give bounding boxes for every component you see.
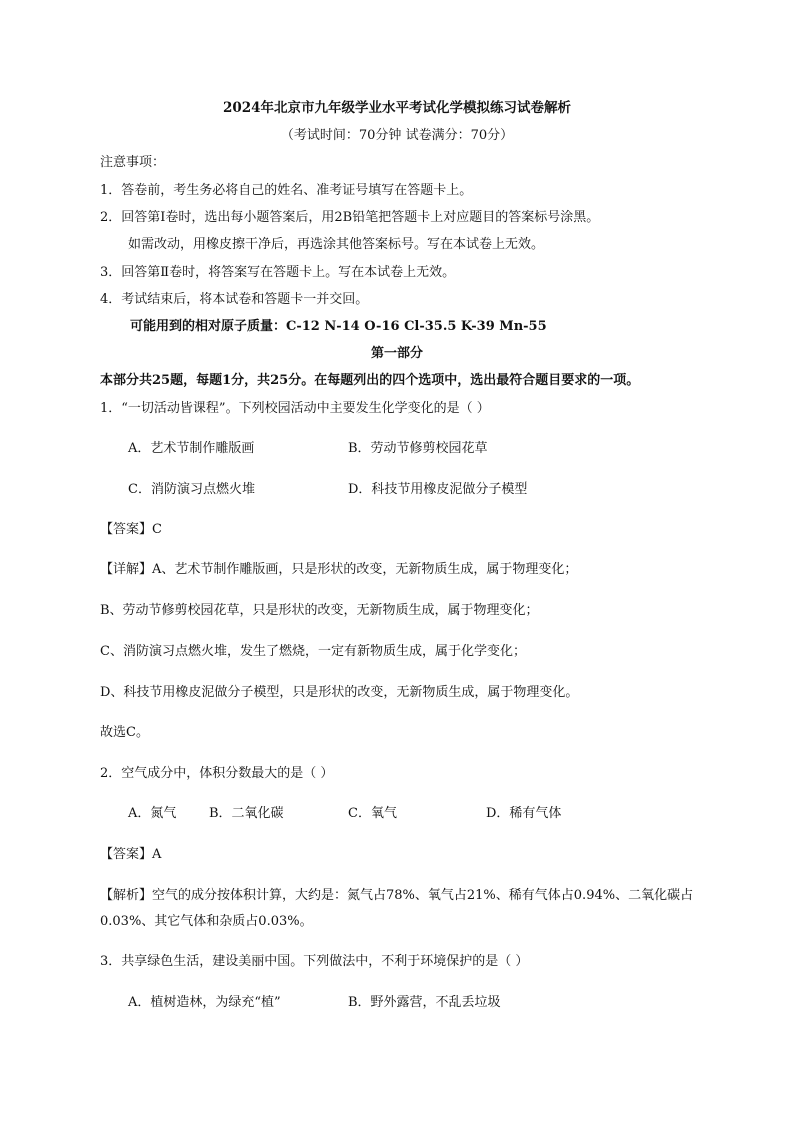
q1-option-d: D．科技节用橡皮泥做分子模型 — [348, 482, 528, 497]
q1-answer: 【答案】C — [100, 522, 162, 537]
q1-detail-line: B、劳动节修剪校园花草，只是形状的改变，无新物质生成，属于物理变化； — [100, 603, 539, 618]
q2-option-c: C．氧气 — [348, 806, 397, 821]
note-item: 3．回答第Ⅱ卷时，将答案写在答题卡上。写在本试卷上无效。 — [100, 265, 456, 280]
q3-option-b: B．野外露营，不乱丢垃圾 — [348, 995, 501, 1010]
q2-answer: 【答案】A — [100, 847, 162, 862]
question-3-stem: 3．共享绿色生活，建设美丽中国。下列做法中，不利于环境保护的是（ ） — [100, 954, 529, 969]
page-subtitle: （考试时间：70分钟 试卷满分：70分） — [280, 128, 514, 143]
q1-option-b: B．劳动节修剪校园花草 — [348, 441, 488, 456]
note-item: 1．答卷前，考生务必将自己的姓名、准考证号填写在答题卡上。 — [100, 183, 473, 198]
q1-detail-line: C、消防演习点燃火堆，发生了燃烧，一定有新物质生成，属于化学变化； — [100, 644, 526, 659]
question-1-stem: 1．“一切活动皆课程”。下列校园活动中主要发生化学变化的是（ ） — [100, 401, 490, 416]
q1-option-c: C．消防演习点燃火堆 — [128, 482, 255, 497]
q2-option-d: D．稀有气体 — [486, 806, 562, 821]
q2-analysis-line: 0.03%、其它气体和杂质占0.03%。 — [100, 914, 313, 929]
note-item: 如需改动，用橡皮擦干净后，再选涂其他答案标号。写在本试卷上无效。 — [128, 237, 545, 252]
atomic-masses: 可能用到的相对原子质量：C-12 N-14 O-16 Cl-35.5 K-39 Mn-55 — [130, 319, 547, 334]
page-title: 2024年北京市九年级学业水平考试化学模拟练习试卷解析 — [222, 100, 572, 116]
q2-option-b: B．二氧化碳 — [209, 806, 284, 821]
q1-detail-line: D、科技节用橡皮泥做分子模型，只是形状的改变，无新物质生成，属于物理变化。 — [100, 685, 579, 700]
q2-analysis-line: 【解析】空气的成分按体积计算，大约是：氮气占78%、氧气占21%、稀有气体占0.94%、二氧化碳占 — [100, 888, 694, 903]
note-item: 4．考试结束后，将本试卷和答题卡一并交回。 — [100, 292, 369, 307]
section-intro: 本部分共25题，每题1分，共25分。在每题列出的四个选项中，选出最符合题目要求的一项。 — [100, 373, 640, 388]
section-heading: 第一部分 — [370, 346, 423, 361]
notes-heading: 注意事项： — [100, 155, 166, 170]
q1-option-a: A．艺术节制作雕版画 — [128, 441, 255, 456]
q1-detail-line: 故选C。 — [100, 725, 149, 740]
q2-option-a: A．氮气 — [128, 806, 177, 821]
question-2-stem: 2．空气成分中，体积分数最大的是（ ） — [100, 766, 334, 781]
q1-detail-line: 【详解】A、艺术节制作雕版画，只是形状的改变，无新物质生成，属于物理变化； — [100, 562, 578, 577]
note-item: 2．回答第Ⅰ卷时，选出每小题答案后，用2B铅笔把答题卡上对应题目的答案标号涂黑。 — [100, 210, 600, 225]
q3-option-a: A．植树造林，为绿充“植” — [128, 995, 281, 1010]
